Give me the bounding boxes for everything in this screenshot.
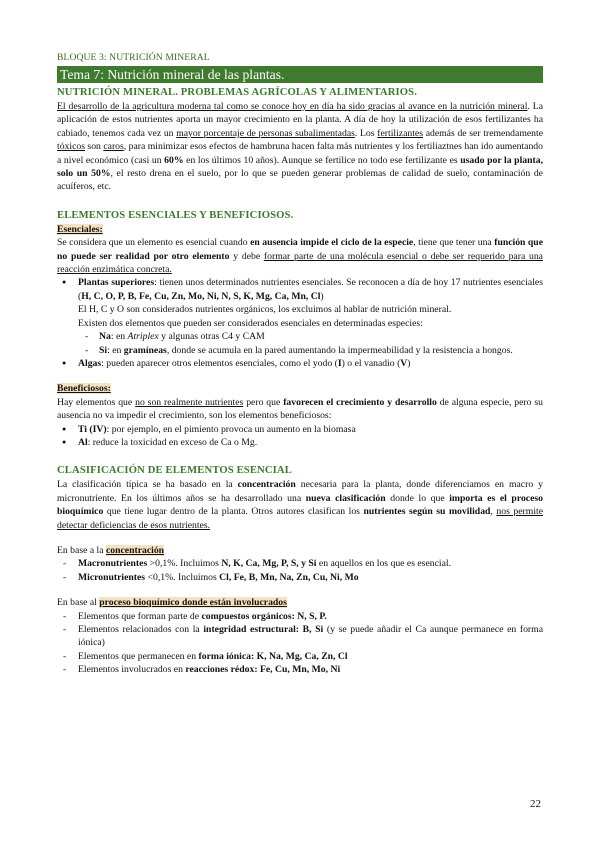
list-item-ionica bbox=[57, 650, 543, 663]
text: Elementos involucrados en bbox=[78, 664, 186, 676]
highlighted-label: Beneficiosos: bbox=[57, 383, 111, 395]
proceso-intro bbox=[57, 596, 543, 609]
text: , donde se acumula en la pared aumentando la impermeabilidad y la resistencia a hongos. bbox=[166, 344, 513, 356]
text: , tiene que tener una bbox=[413, 237, 495, 249]
bold-text: integridad estructural: B, Si bbox=[203, 624, 324, 635]
italic-text: Atriplex bbox=[127, 331, 159, 343]
text: ) o el vanadio ( bbox=[341, 357, 401, 369]
text: >0,1%. Incluimos bbox=[147, 558, 222, 570]
list-item-micronutrientes bbox=[57, 571, 543, 584]
list-item-macronutrientes bbox=[57, 557, 543, 570]
text: Existen dos elementos que pueden ser considerados esenciales en determinadas especies: bbox=[78, 317, 423, 329]
text: que tiene lugar dentro de la planta. Otros autores clasifican los bbox=[103, 506, 364, 518]
text: : por ejemplo, en el pimiento provoca un aumento en la biomasa bbox=[106, 423, 356, 435]
text: , bbox=[490, 506, 497, 518]
text: ) bbox=[407, 357, 411, 369]
list-item-al bbox=[57, 436, 543, 449]
list-item-si bbox=[85, 344, 543, 357]
bold-text: Al bbox=[78, 436, 88, 448]
bold-text: reacciones rédox bbox=[185, 664, 255, 676]
text: , para minimizar esos efectos de hambruna hacen falta más nutrientes y los fertiliaztnes han ido aumentando a nivel económico (casi un bbox=[57, 141, 543, 166]
text: donde lo que bbox=[385, 492, 450, 504]
list-item-redox bbox=[57, 663, 543, 676]
text: : tienen unos determinados nutrientes esenciales. Se reconocen a día de hoy 17 nutrientes esenciales ( bbox=[78, 277, 543, 302]
bold-text: H, C, O, P, B, Fe, Cu, Zn, Mo, Ni, N, S, K, Mg, Ca, Mn, Cl bbox=[81, 290, 321, 302]
text: además de ser tremendamente bbox=[422, 127, 543, 139]
proceso-list bbox=[57, 610, 543, 677]
bold-text: concentración bbox=[237, 479, 296, 491]
text: La clasificación típica se ha basado en la bbox=[57, 479, 238, 491]
text: Elementos que permanecen en bbox=[78, 650, 199, 662]
text: El H, C y O son considerados nutrientes orgánicos, los excluimos al hablar de nutrición mineral. bbox=[78, 304, 452, 316]
bold-text: Macronutrientes bbox=[78, 558, 148, 570]
section-heading-clasificacion: CLASIFICACIÓN DE ELEMENTOS ESENCIAL bbox=[57, 465, 292, 477]
esenciales-label bbox=[57, 223, 543, 236]
paragraph-intro bbox=[57, 100, 543, 194]
page-title: Tema 7: Nutrición mineral de las plantas. bbox=[57, 66, 543, 83]
bold-text: : K, Na, Mg, Ca, Zn, Cl bbox=[250, 650, 348, 662]
underlined-text: fertilizantes bbox=[377, 127, 423, 139]
text: son bbox=[84, 141, 104, 153]
bold-text: N, K, Ca, Mg, P, S, y Si bbox=[221, 558, 317, 570]
bold-text: Si bbox=[99, 344, 108, 356]
highlighted-label: concentración bbox=[105, 544, 165, 556]
bold-text: 60% bbox=[164, 154, 184, 166]
text: . La aplicación de estos nutrientes aporta un mayor crecimiento en la planta. A día de hoy la utilización de esos fertilizantes ha cabiado, tenemos cada vez un bbox=[57, 101, 544, 139]
bold-text: Na bbox=[99, 331, 111, 343]
page-number: 22 bbox=[530, 798, 541, 810]
bold-text: Micronutrientes bbox=[78, 571, 146, 583]
bold-text: compuestos orgánicos: N, S, P. bbox=[201, 610, 327, 622]
highlighted-label: Esenciales: bbox=[57, 223, 103, 235]
text: : en bbox=[110, 331, 128, 343]
concentracion-intro bbox=[57, 544, 543, 557]
list-item-na bbox=[85, 330, 543, 343]
text: (y se puede añadir el Ca aunque permanece en forma iónica) bbox=[78, 624, 543, 649]
list-item-plantas bbox=[57, 276, 543, 330]
bold-text: gramíneas bbox=[123, 344, 167, 356]
bold-text: forma iónica bbox=[198, 650, 251, 662]
text: y algunas otras C4 y CAM bbox=[158, 331, 265, 343]
bold-text: importa es el proceso bioquímico bbox=[57, 492, 543, 518]
paragraph-esenciales bbox=[57, 236, 543, 276]
underlined-text: mayor porcentaje de personas subalimentadas bbox=[176, 127, 355, 139]
text: En base a la bbox=[57, 544, 106, 556]
bold-text: función que no puede ser realidad por otro elemento bbox=[57, 237, 543, 262]
algas-list bbox=[57, 357, 543, 370]
text: Elementos relacionados con la bbox=[78, 624, 204, 635]
bold-text: Plantas superiores bbox=[78, 277, 155, 289]
text: Hay elementos que bbox=[57, 396, 136, 408]
underlined-text: nos permite detectar deficiencias de esos nutrientes. bbox=[57, 506, 544, 531]
concentracion-list bbox=[57, 557, 543, 584]
beneficiosos-label bbox=[57, 382, 543, 395]
esenciales-list bbox=[57, 276, 543, 330]
highlighted-label: proceso bioquímico donde están involucrados bbox=[99, 597, 287, 609]
bold-text: nueva clasificación bbox=[305, 492, 386, 504]
text: de alguna especie, pero su ausencia no va impedir el crecimiento, son los elementos beneficiosos: bbox=[57, 396, 543, 422]
text: : pueden aparecer otros elementos esenciales, como el yodo ( bbox=[101, 357, 338, 369]
document-page bbox=[57, 52, 543, 677]
list-item-algas bbox=[57, 357, 543, 370]
text: Se considera que un elemento es esencial cuando bbox=[57, 237, 251, 249]
text: en los últimos 10 años). Aunque se fertilice no todo ese fertilizante es bbox=[183, 154, 461, 166]
list-item-estructural bbox=[57, 623, 543, 650]
bold-text: nutrientes según su movilidad bbox=[363, 506, 491, 518]
bold-text: V bbox=[400, 357, 408, 369]
sub-list-especies bbox=[57, 330, 543, 357]
list-item-ti bbox=[57, 423, 543, 436]
section-heading-elementos: ELEMENTOS ESENCIALES Y BENEFICIOSOS. bbox=[57, 209, 294, 221]
underlined-text: tóxicos bbox=[57, 141, 85, 153]
underlined-text: no son realmente nutrientes bbox=[135, 396, 244, 408]
bold-text: Ti (IV) bbox=[78, 423, 107, 435]
text: en aquellos en los que es esencial. bbox=[316, 558, 452, 570]
text: necesaria para la planta, donde diferenciamos en macro y micronutriente. En los últimos años se ha desarrollado una bbox=[57, 479, 543, 504]
block-header: BLOQUE 3: NUTRICIÓN MINERAL bbox=[57, 52, 210, 63]
text: En base al bbox=[57, 597, 100, 609]
text: : reduce la toxicidad en exceso de Ca o Mg. bbox=[87, 436, 258, 448]
bold-text: I bbox=[337, 357, 342, 369]
bold-text: Cl, Fe, B, Mn, Na, Zn, Cu, Ni, Mo bbox=[219, 571, 359, 583]
text: : en bbox=[107, 344, 124, 356]
beneficiosos-list bbox=[57, 423, 543, 450]
text: <0,1%. Incluimos bbox=[145, 571, 220, 583]
text: y debe bbox=[229, 250, 264, 262]
paragraph-clasificacion bbox=[57, 478, 543, 532]
bold-text: usado por la planta, solo un 50% bbox=[57, 154, 543, 180]
bold-text: Algas bbox=[78, 357, 102, 369]
underlined-text: El desarrollo de la agricultura moderna tal como se conoce hoy en día ha sido gracias al avance en la nutrición mineral bbox=[57, 101, 528, 112]
text: ) bbox=[320, 290, 324, 302]
list-item-organicos bbox=[57, 610, 543, 623]
paragraph-beneficiosos bbox=[57, 396, 543, 423]
section-heading-nutricion: NUTRICIÓN MINERAL. PROBLEMAS AGRÍCOLAS Y ALIMENTARIOS. bbox=[57, 87, 417, 98]
underlined-text: caros bbox=[103, 141, 124, 153]
bold-text: favorecen el crecimiento y desarrollo bbox=[283, 396, 437, 408]
bold-text: : Fe, Cu, Mn, Mo, Ni bbox=[254, 664, 341, 676]
text: pero que bbox=[243, 396, 284, 408]
text: Elementos que forman parte de bbox=[78, 610, 202, 622]
bold-text: en ausencia impide el ciclo de la especie bbox=[250, 237, 414, 249]
text: , el resto drena en el suelo, por lo que se pueden generar problemas de calidad de suelo, contaminación de acuíferos, etc. bbox=[57, 168, 543, 193]
text: . Los bbox=[354, 127, 378, 139]
underlined-text: formar parte de una molécula esencial o debe ser requerido para una reacción enzimática concreta. bbox=[57, 250, 543, 276]
